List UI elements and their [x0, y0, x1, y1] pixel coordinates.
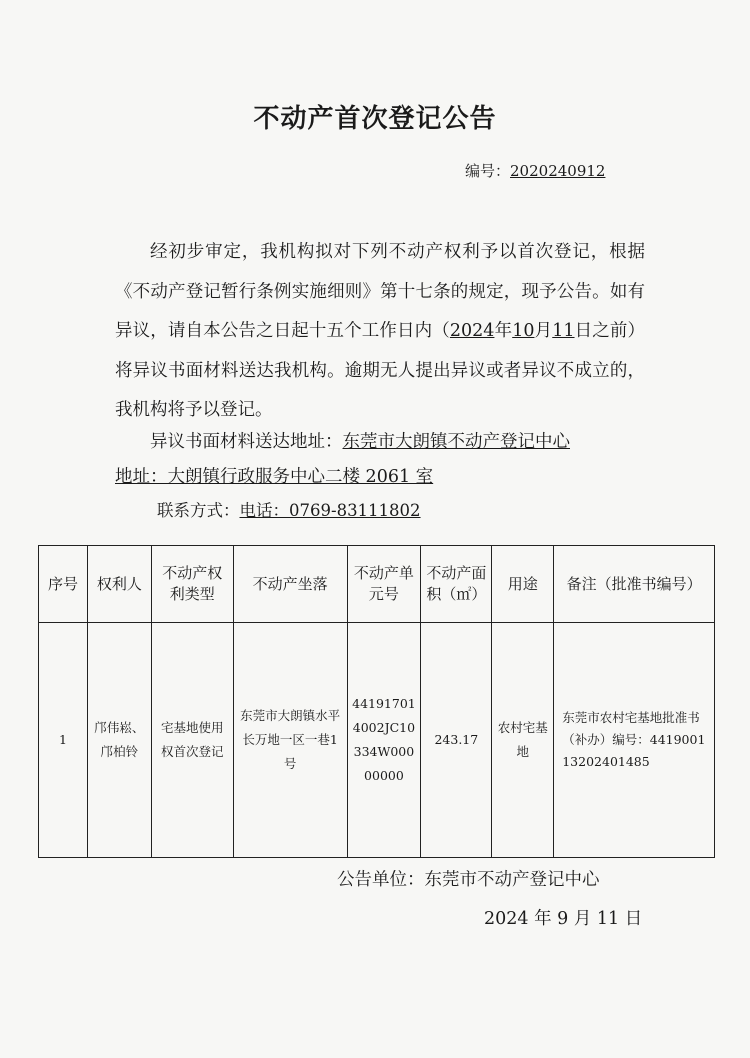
table-row — [39, 623, 715, 858]
header-holder: 权利人 — [87, 546, 151, 623]
deadline-year: 2024 — [449, 321, 495, 341]
cell-location: 东莞市大朗镇水平长万地一区一巷1号 — [233, 623, 347, 858]
header-right-type: 不动产权利类型 — [151, 546, 233, 623]
cell-area: 243.17 — [421, 623, 492, 858]
deadline-day: 11 — [552, 321, 575, 341]
objection-address — [115, 425, 570, 495]
address-label: 异议书面材料送达地址： — [150, 432, 343, 452]
notice-number-value: 2020240912 — [510, 162, 606, 180]
contact-info — [157, 497, 451, 521]
header-usage: 用途 — [492, 546, 554, 623]
header-location: 不动产坐落 — [233, 546, 347, 623]
paragraph-text-a: 经初步审定，我机构拟对下列不动产权利予以首次登记，根据《不动产登记暂行条例实施细则》第十七条的规定，现予公告。如有异议，请自本公告之日起十五个工作日内（ — [115, 242, 645, 341]
month-char: 月 — [534, 321, 553, 341]
cell-remark: 东莞市农村宅基地批准书（补办）编号：441900113202401485 — [554, 623, 715, 858]
notice-number-label: 编号： — [465, 162, 511, 180]
notice-title: 不动产首次登记公告 — [253, 104, 497, 134]
notice-paragraph — [115, 233, 645, 431]
header-no: 序号 — [39, 546, 88, 623]
year-char: 年 — [494, 321, 513, 341]
notice-body — [115, 233, 645, 431]
cell-unit-no: 441917014002JC10334W00000000 — [347, 623, 421, 858]
contact-label: 联系方式： — [157, 501, 240, 520]
header-remark: 备注（批准书编号） — [554, 546, 715, 623]
paragraph-text-b: 日之前）将异议书面材料送达我机构。逾期无人提出异议或者异议不成立的，我机构将予以登记。 — [115, 321, 646, 420]
address-value: 东莞市大朗镇不动产登记中心 — [342, 432, 570, 452]
deadline-month: 10 — [512, 321, 535, 341]
issuing-unit: 公告单位：东莞市不动产登记中心 — [337, 870, 600, 890]
cell-holder: 邝伟崧、邝柏铃 — [87, 623, 151, 858]
header-area: 不动产面积（㎡） — [421, 546, 492, 623]
notice-number — [465, 160, 605, 181]
cell-usage: 农村宅基地 — [492, 623, 554, 858]
header-unit-no: 不动产单元号 — [347, 546, 421, 623]
contact-value: 电话：0769-83111802 — [239, 501, 421, 520]
property-table — [38, 545, 715, 858]
cell-right-type: 宅基地使用权首次登记 — [151, 623, 233, 858]
cell-no: 1 — [39, 623, 88, 858]
notice-date: 2024 年 9 月 11 日 — [484, 909, 643, 929]
address-line2: 地址：大朗镇行政服务中心二楼 2061 室 — [115, 467, 434, 487]
table-header-row — [39, 546, 715, 623]
